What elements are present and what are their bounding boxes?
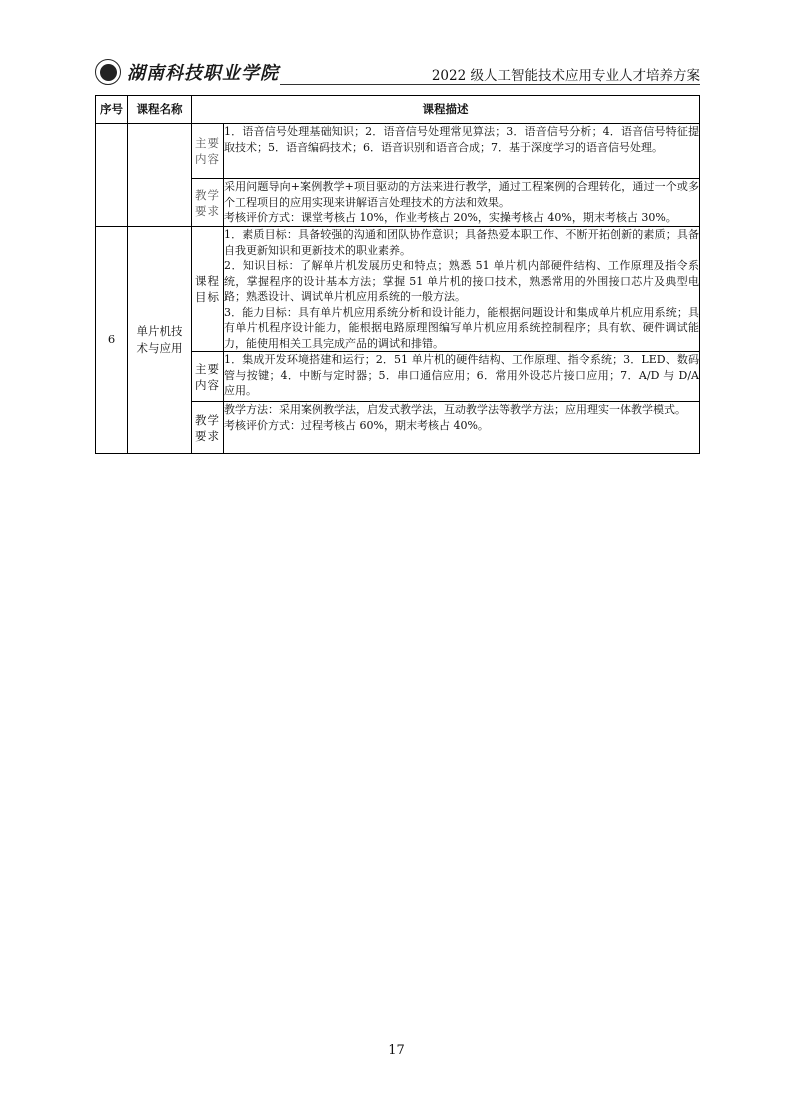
row5-name-cell: [128, 124, 192, 227]
table-header-row: [96, 96, 700, 124]
page-number: 17: [388, 1043, 405, 1058]
row6-seq: 6: [96, 227, 128, 454]
row6-teaching-assessment: 考核评价方式：过程考核占 60%，期末考核占 40%。: [224, 418, 489, 432]
row6-content: 1．集成开发环境搭建和运行；2．51 单片机的硬件结构、工作原理、指令系统；3．LED、数码管与按键；4．中断与定时器；5．串口通信应用；6．常用外设芯片接口应用；7．A/D 与 D/A 应用。: [224, 352, 700, 402]
school-seal-icon: [95, 59, 121, 85]
header-rule: [280, 84, 700, 85]
row6-name-text: 单片机技术与应用: [136, 324, 183, 355]
header-seq: 序号: [96, 96, 128, 124]
course-table: [95, 95, 700, 454]
row6-teaching: [224, 402, 700, 454]
row5-teaching-label: 教学 要求: [192, 179, 224, 227]
row5-content: 1．语音信号处理基础知识；2．语音信号处理常见算法；3．语音信号分析；4．语音信号特征提取技术；5．语音编码技术；6．语音识别和语音合成；7．基于深度学习的语音信号处理。: [224, 124, 700, 179]
header-course-desc: 课程描述: [192, 96, 700, 124]
table-row: [96, 227, 700, 352]
school-logo: [95, 58, 279, 86]
document-title: 2022 级人工智能技术应用专业人才培养方案: [431, 68, 700, 84]
row6-teaching-method: 教学方法：采用案例教学法，启发式教学法，互动教学法等教学方法；应用理实一体教学模式。: [224, 403, 686, 416]
row6-goal-quality: 1．素质目标：具备较强的沟通和团队协作意识；具备热爱本职工作、不断开拓创新的素质；具备自我更新知识和更新技术的职业素养。: [224, 228, 699, 257]
row5-teaching-assessment: 考核评价方式：课堂考核占 10%，作业考核占 20%，实操考核占 40%，期末考核占 30%。: [224, 211, 677, 224]
row6-goals: [224, 227, 700, 352]
table-row: [96, 124, 700, 179]
row5-seq-cell: [96, 124, 128, 227]
row6-goal-label: 课程 目标: [192, 227, 224, 352]
row6-teaching-label: 教学 要求: [192, 402, 224, 454]
row6-goal-knowledge: 2．知识目标：了解单片机发展历史和特点；熟悉 51 单片机内部硬件结构、工作原理及指令系统，掌握程序的设计基本方法；掌握 51 单片机的接口技术，熟悉常用的外围接口芯片及典型电路；熟悉设计、调试单片机应用系统的一般方法。: [224, 259, 699, 303]
row5-teaching-method: 采用问题导向+案例教学+项目驱动的方法来进行教学，通过工程案例的合理转化，通过一个或多个工程项目的应用实现来讲解语言处理技术的方法和效果。: [224, 180, 699, 209]
row6-content-label: 主要 内容: [192, 352, 224, 402]
row5-teaching: [224, 179, 700, 227]
page-header: [95, 58, 700, 86]
header-course-name: 课程名称: [128, 96, 192, 124]
school-name: 湖南科技职业学院: [127, 63, 279, 84]
row6-name: [128, 227, 192, 454]
row5-content-label: 主要 内容: [192, 124, 224, 179]
row6-goal-ability: 3．能力目标：具有单片机应用系统分析和设计能力，能根据问题设计和集成单片机应用系统；具有单片机程序设计能力，能根据电路原理图编写单片机应用系统控制程序；具有软、硬件调试能力，能使用相关工具完成产品的调试和排错。: [224, 305, 699, 350]
